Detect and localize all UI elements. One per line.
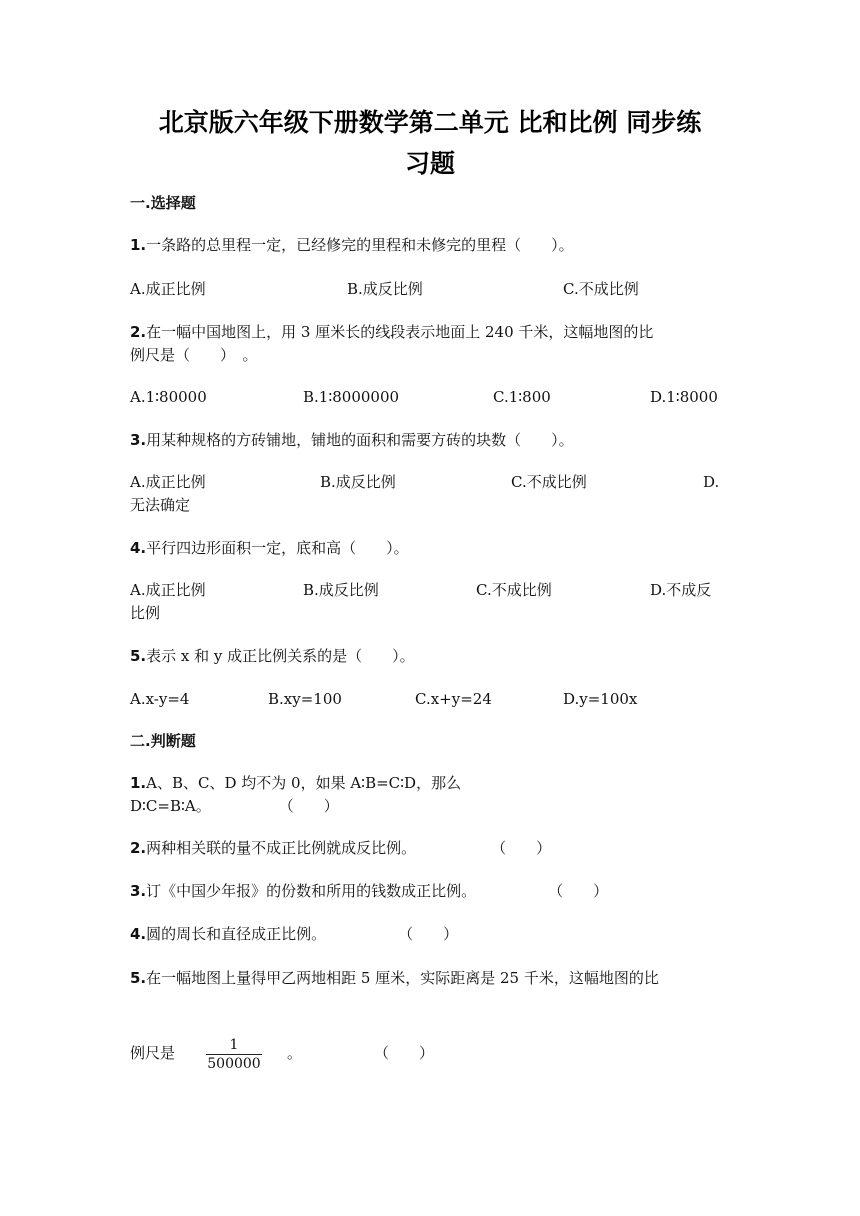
question-text: 在一幅地图上量得甲乙两地相距 5 厘米，实际距离是 25 千米，这幅地图的比 (146, 969, 659, 987)
question-number: 3. (130, 882, 147, 900)
question-text: 平行四边形面积一定，底和高（ ）。 (146, 539, 409, 557)
question-text: A、B、C、D 均不为 0，如果 A∶B=C∶D，那么 (146, 774, 462, 792)
question-text: 两种相关联的量不成正比例就成反比例。 (146, 839, 417, 857)
question-text-line-2: D∶C=B∶A。 (130, 797, 211, 815)
question-text: 表示 x 和 y 成正比例关系的是（ ）。 (146, 647, 415, 665)
question-judge-5 (130, 967, 730, 990)
option-b[interactable]: B.成反比例 (347, 280, 423, 298)
question-text: 订《中国少年报》的份数和所用的钱数成正比例。 (146, 882, 477, 900)
option-c[interactable]: C.不成比例 (476, 581, 552, 599)
question-judge-5-tail (287, 1042, 487, 1065)
question-text-tail: 。 (287, 1044, 303, 1062)
option-c[interactable]: C.1∶800 (493, 388, 551, 406)
question-number: 5. (130, 647, 147, 665)
option-a[interactable]: A.成正比例 (130, 280, 206, 298)
option-a[interactable]: A.x-y=4 (130, 690, 190, 708)
section-heading-judge: 二.判断题 (130, 732, 196, 750)
option-d[interactable]: D.1∶8000 (650, 388, 718, 406)
question-choice-2 (130, 321, 730, 367)
title-line-1: 北京版六年级下册数学第二单元 比和比例 同步练 (158, 108, 702, 137)
question-text: 在一幅中国地图上，用 3 厘米长的线段表示地面上 240 千米，这幅地图的比 (146, 323, 654, 341)
question-number: 4. (130, 925, 147, 943)
option-b[interactable]: B.1∶8000000 (303, 388, 400, 406)
fraction-denominator: 500000 (207, 1056, 261, 1072)
question-text: 用某种规格的方砖铺地，铺地的面积和需要方砖的块数（ ）。 (146, 431, 574, 449)
question-judge-3 (130, 880, 730, 903)
title-line-2: 习题 (404, 149, 455, 178)
question-choice-5 (130, 645, 730, 668)
question-text: 一条路的总里程一定，已经修完的里程和未修完的里程（ ）。 (146, 236, 574, 254)
question-text-line-2: 例尺是 (130, 1044, 176, 1062)
question-number: 4. (130, 539, 147, 557)
question-number: 1. (130, 236, 147, 254)
question-text: 圆的周长和直径成正比例。 (146, 925, 327, 943)
option-b[interactable]: B.成反比例 (303, 581, 379, 599)
question-number: 1. (130, 774, 147, 792)
section-heading-choice: 一.选择题 (130, 194, 196, 212)
answer-blank[interactable]: （ ） (374, 1044, 435, 1062)
question-choice-1 (130, 234, 730, 257)
question-judge-1 (130, 772, 730, 818)
question-judge-4 (130, 923, 730, 946)
option-d[interactable]: D. (703, 473, 720, 491)
option-d-text[interactable]: 无法确定 (130, 496, 191, 514)
option-d[interactable]: D.不成反 (650, 581, 712, 599)
option-b[interactable]: B.成反比例 (320, 473, 396, 491)
option-c[interactable]: C.x+y=24 (415, 690, 492, 708)
question-number: 3. (130, 431, 147, 449)
answer-blank[interactable]: （ ） (548, 882, 609, 900)
answer-blank[interactable]: （ ） (278, 797, 339, 815)
option-a[interactable]: A.1∶80000 (130, 388, 207, 406)
question-text-line-2: 例尺是（ ） 。 (130, 346, 258, 364)
question-choice-4 (130, 537, 730, 560)
question-number: 5. (130, 969, 147, 987)
option-a[interactable]: A.成正比例 (130, 581, 206, 599)
option-c[interactable]: C.不成比例 (511, 473, 587, 491)
option-d-text[interactable]: 比例 (130, 604, 161, 622)
page-title (120, 102, 740, 184)
option-b[interactable]: B.xy=100 (268, 690, 342, 708)
question-choice-3 (130, 429, 730, 452)
answer-blank[interactable]: （ ） (491, 839, 552, 857)
question-judge-2 (130, 837, 730, 860)
option-c[interactable]: C.不成比例 (563, 280, 639, 298)
option-d[interactable]: D.y=100x (563, 690, 638, 708)
question-number: 2. (130, 323, 147, 341)
option-a[interactable]: A.成正比例 (130, 473, 206, 491)
fraction-numerator: 1 (229, 1037, 239, 1053)
question-number: 2. (130, 839, 147, 857)
scale-fraction (206, 1036, 262, 1073)
answer-blank[interactable]: （ ） (398, 925, 459, 943)
